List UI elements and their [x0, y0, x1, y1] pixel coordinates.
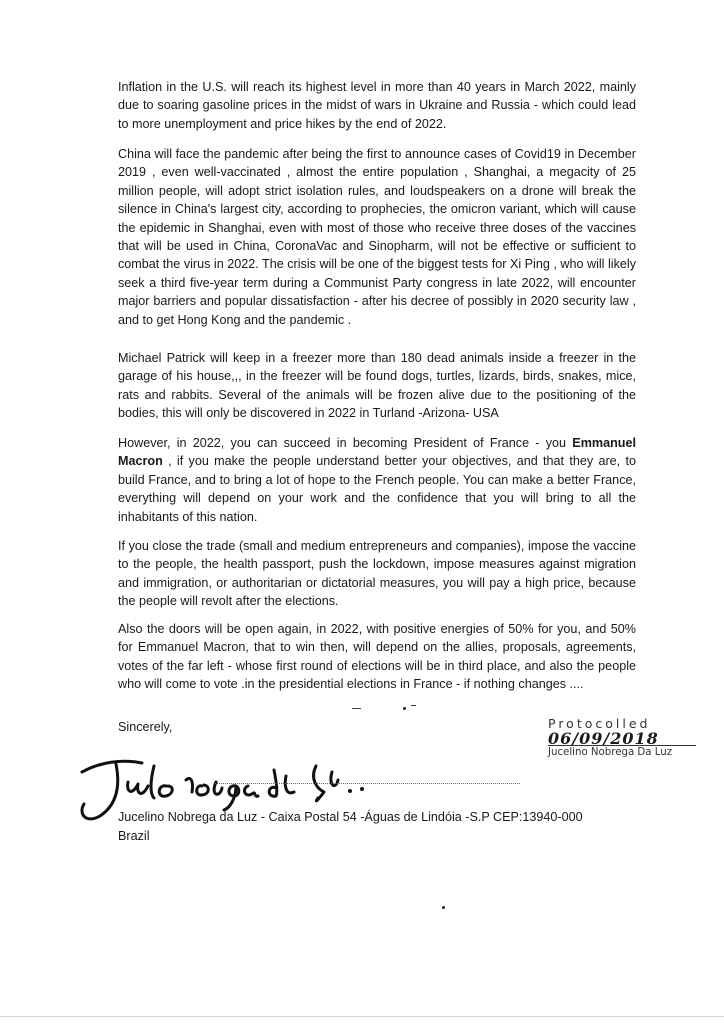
paragraph-election-energies: Also the doors will be open again, in 2022, with positive energies of 50% for you, and 50% for Emmanuel Macron, that to win then, will depend on the allies, proposals, agreements, votes of the far left - whose first round of elections will be in third place, and also the people who will come to vote .in the presidential elections in France - if nothing changes .... [118, 622, 636, 692]
paragraph-france-text-b: , if you make the people understand better your objectives, and that they are, to build France, and to bring a lot of hope to the French people. You can make a better France, everything will depend on your work and the confidence that you will bring to all the inhabitants of this nation. [118, 454, 636, 524]
stray-mark [352, 708, 361, 709]
paragraph-inflation: Inflation in the U.S. will reach its highest level in more than 40 years in March 2022, mainly due to soaring gasoline prices in the midst of wars in Ukraine and Russia - which could lead to more unemployment and price hikes by the end of 2022. [118, 80, 636, 131]
page-bottom-edge [0, 1016, 724, 1017]
address-line: Jucelino Nobrega da Luz - Caixa Postal 54 -Águas de Lindóia -S.P CEP:13940-000 [118, 810, 583, 824]
paragraph-china: China will face the pandemic after being the first to announce cases of Covid19 in December 2019 , even well-vaccinated , almost the entire population , Shanghai, a megacity of 25 million people, will adopt strict isolation rules, and loudspeakers on a drone will break the silence in China's largest city, according to prophecies, the omicron variant, which will cause the epidemic in Shanghai, even with most of those who receive three doses of the vaccines that will be used in China, CoronaVac and Sinopharm, will not be effective or sufficient to combat the virus in 2022. The crisis will be one of the biggest tests for Xi Ping , who will likely seek a third five-year term during a Communist Party congress in late 2022, will encounter major barriers and popular dissatisfaction - after his decree of possibly in 2020 security law , and to get Hong Kong and the pandemic . [118, 147, 636, 327]
paragraph-trade-warning: If you close the trade (small and medium entrepreneurs and companies), impose the vaccine to the people, the health passport, push the lockdown, impose measures against migration and immigration, or authoritarian or dictatorial measures, you will pay a high price, because the people will revolt after the elections. [118, 539, 636, 609]
address-country: Brazil [118, 828, 150, 843]
paragraph-france-text-a: However, in 2022, you can succeed in becoming President of France - you [118, 436, 573, 450]
signature-dotted-line [215, 783, 520, 784]
sender-address [118, 808, 583, 845]
stray-dot [442, 906, 445, 909]
paragraph-freezer: Michael Patrick will keep in a freezer more than 180 dead animals inside a freezer in the garage of his house,,, in the freezer will be found dogs, turtles, lizards, birds, snakes, mice, rats and rabbits. Several of the animals will be frozen alive due to the positioning of the bodies, this will only be discovered in 2022 in Turland -Arizona- USA [118, 351, 636, 421]
paragraph-france-president [118, 434, 636, 526]
stray-mark [403, 707, 406, 710]
stray-mark [411, 705, 416, 706]
protocol-name: Jucelino Nobrega Da Luz [548, 747, 673, 758]
protocol-date: 06/09/2018 [548, 729, 659, 748]
macron-name-bold: Emmanuel Macron [118, 436, 636, 469]
protocol-stamp [548, 716, 718, 758]
closing-salutation: Sincerely, [118, 720, 173, 734]
protocol-label: Protocolled [548, 716, 651, 731]
